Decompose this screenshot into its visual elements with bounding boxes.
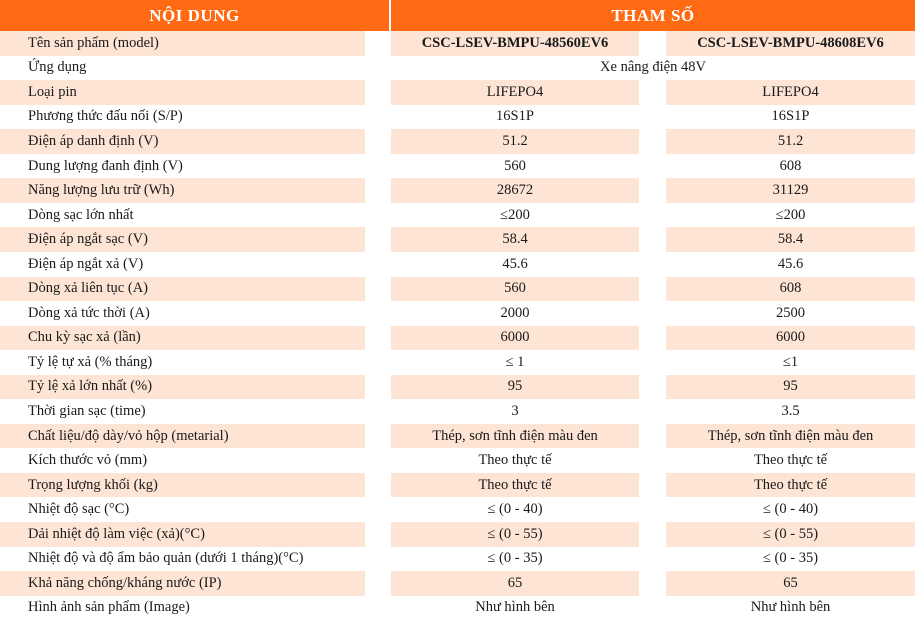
row-label: Trọng lượng khối (kg) <box>0 473 365 498</box>
table-row <box>0 497 915 522</box>
table-row <box>0 473 915 498</box>
row-label: Ứng dụng <box>28 59 87 76</box>
row-value-model-2: 31129 <box>666 178 915 203</box>
table-row <box>0 571 915 596</box>
row-value-model-2: LIFEPO4 <box>666 80 915 105</box>
row-value-model-2: 58.4 <box>666 227 915 252</box>
row-label: Dung lượng đanh định (V) <box>28 157 183 174</box>
row-value-shared: Xe nâng điện 48V <box>600 59 706 76</box>
row-value-model-1: 95 <box>391 375 639 400</box>
row-value-model-1: Theo thực tế <box>391 473 639 498</box>
row-value-model-1: Theo thực tế <box>478 452 552 469</box>
row-value-model-1: 28672 <box>391 178 639 203</box>
table-row <box>0 31 915 56</box>
row-label: Nhiệt độ và độ ẩm bảo quản (dưới 1 tháng)(°C) <box>28 550 304 567</box>
row-label: Phương thức đấu nối (S/P) <box>28 108 183 125</box>
row-value-model-2: ≤200 <box>775 206 806 223</box>
row-value-model-2: Thép, sơn tĩnh điện màu đen <box>666 424 915 449</box>
column-header-parameters: THAM SỐ <box>391 0 915 31</box>
model-name-2: CSC-LSEV-BMPU-48608EV6 <box>666 31 915 56</box>
row-value-model-1: Thép, sơn tĩnh điện màu đen <box>391 424 639 449</box>
row-label: Điện áp danh định (V) <box>0 129 365 154</box>
table-row <box>0 277 915 302</box>
table-row <box>0 129 915 154</box>
row-value-model-2: ≤ (0 - 35) <box>762 550 819 567</box>
row-value-model-2: ≤1 <box>782 353 799 370</box>
table-row <box>0 301 915 326</box>
row-value-model-1: ≤ (0 - 55) <box>391 522 639 547</box>
row-label: Năng lượng lưu trữ (Wh) <box>0 178 365 203</box>
table-row <box>0 252 915 277</box>
table-row <box>0 399 915 424</box>
table-row <box>0 203 915 228</box>
row-label: Loại pin <box>0 80 365 105</box>
row-value-model-2: 608 <box>666 277 915 302</box>
row-label: Kích thước vỏ (mm) <box>28 452 148 469</box>
table-row <box>0 448 915 473</box>
row-value-model-2: 6000 <box>666 326 915 351</box>
row-value-model-1: 51.2 <box>391 129 639 154</box>
row-label: Chất liệu/độ dày/vỏ hộp (metarial) <box>0 424 365 449</box>
row-label: Dải nhiệt độ làm việc (xả)(°C) <box>0 522 365 547</box>
row-label: Hình ảnh sản phẩm (Image) <box>28 599 190 616</box>
row-value-model-2: Theo thực tế <box>666 473 915 498</box>
row-value-model-2: 608 <box>779 157 802 174</box>
row-value-model-2: 51.2 <box>666 129 915 154</box>
row-label: Dòng sạc lớn nhất <box>28 206 134 223</box>
row-value-model-1: 560 <box>504 157 526 174</box>
table-row <box>0 522 915 547</box>
table-row <box>0 596 915 621</box>
table-row <box>0 350 915 375</box>
row-value-model-1: 3 <box>511 403 519 420</box>
row-label: Điện áp ngắt sạc (V) <box>0 227 365 252</box>
row-value-model-1: LIFEPO4 <box>391 80 639 105</box>
row-label: Điện áp ngắt xả (V) <box>28 255 144 272</box>
row-value-model-1: 58.4 <box>391 227 639 252</box>
column-header-content: NỘI DUNG <box>0 0 389 31</box>
table-row <box>0 424 915 449</box>
row-value-model-1: 6000 <box>391 326 639 351</box>
table-row <box>0 80 915 105</box>
table-row <box>0 178 915 203</box>
model-name-1: CSC-LSEV-BMPU-48560EV6 <box>391 31 639 56</box>
row-value-model-2: Theo thực tế <box>753 452 828 469</box>
row-label: Chu kỳ sạc xả (lần) <box>0 326 365 351</box>
row-label: Dòng xả liên tục (A) <box>0 277 365 302</box>
table-row <box>0 105 915 130</box>
row-value-model-2: 95 <box>666 375 915 400</box>
row-label: Thời gian sạc (time) <box>28 403 146 420</box>
row-value-model-2: 45.6 <box>777 255 804 272</box>
row-value-model-2: 65 <box>666 571 915 596</box>
row-value-model-2: Như hình bên <box>750 599 831 616</box>
row-label: Dòng xả tức thời (A) <box>28 304 150 321</box>
table-row <box>0 56 915 81</box>
table-row <box>0 547 915 572</box>
row-value-model-1: ≤ (0 - 35) <box>487 550 543 567</box>
row-value-model-2: 16S1P <box>771 108 810 125</box>
row-value-model-1: 2000 <box>500 304 530 321</box>
table-row <box>0 227 915 252</box>
row-value-model-2: 2500 <box>776 304 805 321</box>
row-value-model-1: ≤200 <box>500 206 530 223</box>
row-value-model-1: 560 <box>391 277 639 302</box>
table-row <box>0 326 915 351</box>
row-value-model-2: ≤ (0 - 55) <box>666 522 915 547</box>
row-label: Khả năng chống/kháng nước (IP) <box>0 571 365 596</box>
row-label: Tỷ lệ tự xả (% tháng) <box>28 353 153 370</box>
table-row <box>0 375 915 400</box>
row-value-model-2: ≤ (0 - 40) <box>762 501 819 518</box>
row-value-model-1: ≤ (0 - 40) <box>487 501 543 518</box>
row-value-model-1: 65 <box>391 571 639 596</box>
row-label: Tên sản phẩm (model) <box>0 31 365 56</box>
table-row <box>0 154 915 179</box>
row-value-model-1: ≤ 1 <box>505 353 525 370</box>
row-value-model-1: 16S1P <box>496 108 534 125</box>
row-label: Tỷ lệ xả lớn nhất (%) <box>0 375 365 400</box>
row-value-model-1: Như hình bên <box>475 599 555 616</box>
row-value-model-1: 45.6 <box>502 255 528 272</box>
row-label: Nhiệt độ sạc (°C) <box>28 501 130 518</box>
row-value-model-2: 3.5 <box>781 403 800 420</box>
